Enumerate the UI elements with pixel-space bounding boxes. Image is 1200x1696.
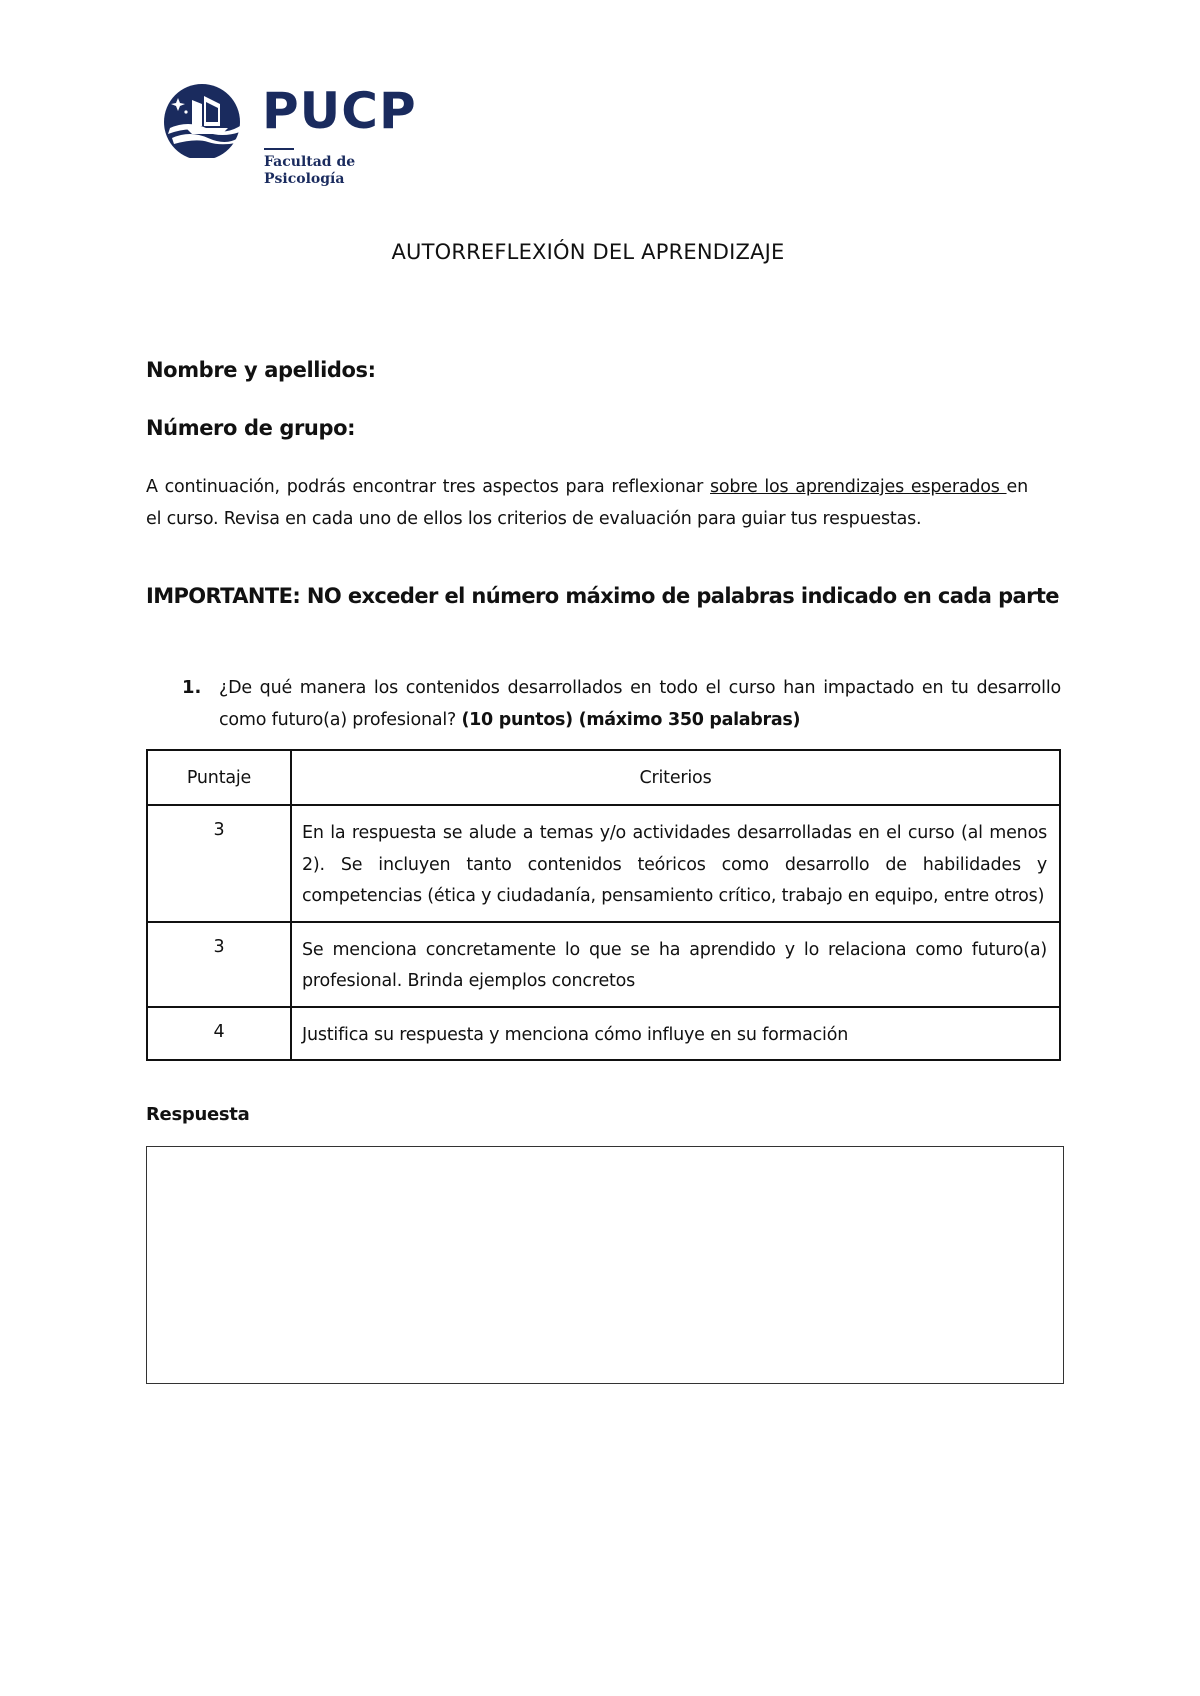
question-body: ¿De qué manera los contenidos desarrollados en todo el curso han impactado en tu desarrollo como futuro(a) profesional?	[219, 678, 1061, 730]
logo-faculty-line1: Facultad de	[264, 154, 356, 170]
logo-faculty-line2: Psicología	[264, 171, 345, 187]
group-field-label: Número de grupo:	[146, 416, 356, 440]
logo-faculty	[264, 154, 355, 188]
intro-text-1: A continuación, podrás encontrar tres aspectos para reflexionar	[146, 477, 710, 497]
row-score: 4	[147, 1007, 291, 1061]
header-criteria: Criterios	[291, 750, 1060, 805]
ship-seal-icon	[162, 82, 246, 158]
criteria-table	[146, 749, 1061, 1061]
response-label: Respuesta	[146, 1104, 250, 1125]
question-number: 1.	[182, 677, 202, 698]
row-score: 3	[147, 805, 291, 922]
pucp-logo	[162, 82, 432, 192]
header-score: Puntaje	[147, 750, 291, 805]
intro-paragraph	[146, 472, 1028, 535]
table-row	[147, 1007, 1060, 1061]
row-criteria: Justifica su respuesta y menciona cómo influye en su formación	[291, 1007, 1060, 1061]
table-row	[147, 922, 1060, 1007]
logo-divider	[264, 148, 294, 150]
row-score: 3	[147, 922, 291, 1007]
document-title: AUTORREFLEXIÓN DEL APRENDIZAJE	[391, 240, 785, 264]
response-box[interactable]	[146, 1146, 1064, 1384]
table-row	[147, 805, 1060, 922]
logo-wordmark: PUCP	[262, 82, 417, 140]
important-notice: IMPORTANTE: NO exceder el número máximo de palabras indicado en cada parte	[146, 584, 1059, 608]
intro-text-2: en el curso. Revisa en cada uno de ellos los criterios de evaluación para guiar tus respuestas.	[146, 477, 1028, 529]
question-points: (10 puntos) (máximo 350 palabras)	[461, 709, 801, 730]
name-field-label: Nombre y apellidos:	[146, 358, 376, 382]
row-criteria: En la respuesta se alude a temas y/o actividades desarrolladas en el curso (al menos 2). Se incluyen tanto contenidos teóricos como desarrollo de habilidades y competencias (ética y ciudadanía, pensamiento crítico, trabajo en equipo, entre otros)	[291, 805, 1060, 922]
question-text	[219, 673, 1061, 736]
row-criteria: Se menciona concretamente lo que se ha aprendido y lo relaciona como futuro(a) profesional. Brinda ejemplos concretos	[291, 922, 1060, 1007]
intro-underlined: sobre los aprendizajes esperados	[710, 477, 1007, 497]
table-header-row	[147, 750, 1060, 805]
